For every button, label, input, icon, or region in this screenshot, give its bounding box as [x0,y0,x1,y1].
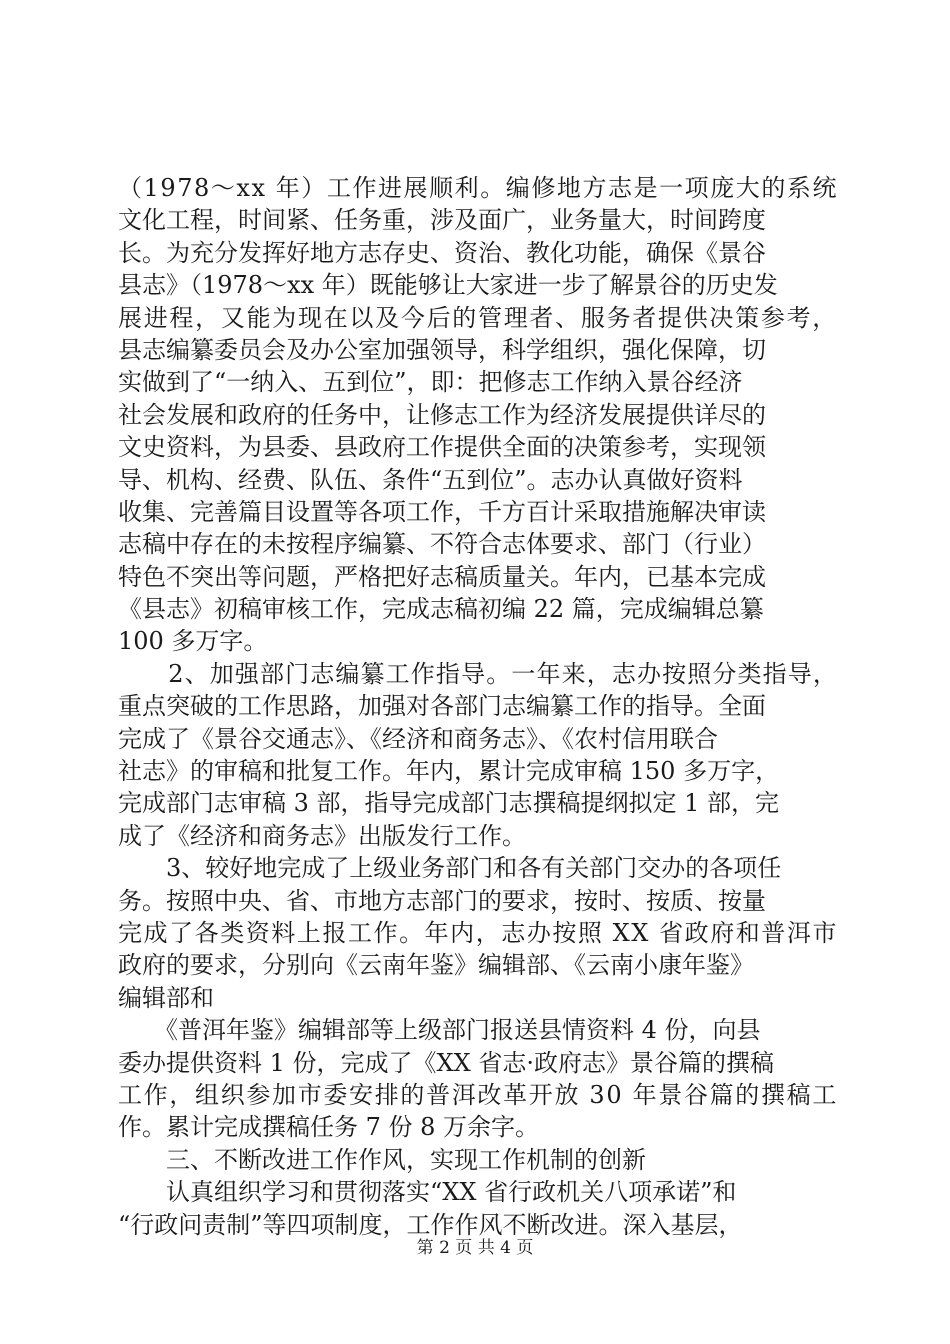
text-line: 社志》的审稿和批复工作。年内，累计完成审稿 150 多万字， [118,757,780,786]
text-line: 务。按照中央、省、市地方志部门的要求，按时、按质、按量 [118,886,766,915]
text-line: 作。累计完成撰稿任务 7 份 8 万余字。 [118,1113,540,1142]
text-line: 实做到了“一纳入、五到位”，即：把修志工作纳入景谷经济 [118,368,743,397]
text-line: 《县志》初稿审核工作，完成志稿初编 22 篇，完成编辑总纂 [118,595,764,624]
text-line: 县志》（1978～xx 年）既能够让大家进一步了解景谷的历史发 [118,271,778,300]
text-line: 2、加强部门志编纂工作指导。一年来，志办按照分类指导， [118,659,838,688]
text-line: 收集、完善篇目设置等各项工作，千方百计采取措施解决审读 [118,497,766,526]
text-line: 文史资料，为县委、县政府工作提供全面的决策参考，实现领 [118,433,766,462]
text-line: 工作，组织参加市委安排的普洱改革开放 30 年景谷篇的撰稿工 [118,1080,838,1109]
text-line: 委办提供资料 1 份，完成了《XX 省志·政府志》景谷篇的撰稿 [118,1048,774,1077]
text-line: 导、机构、经费、队伍、条件“五到位”。志办认真做好资料 [118,465,743,494]
text-line: 《普洱年鉴》编辑部等上级部门报送县情资料 4 份，向县 [118,1016,761,1045]
text-line: 编辑部和 [118,983,214,1012]
text-line: 志稿中存在的未按程序编纂、不符合志体要求、部门（行业） [118,530,766,559]
text-line: 展进程，又能为现在以及今后的管理者、服务者提供决策参考， [118,303,838,332]
text-line: 完成了各类资料上报工作。年内，志办按照 XX 省政府和普洱市 [118,918,838,947]
text-line: 认真组织学习和贯彻落实“XX 省行政机关八项承诺”和 [118,1178,737,1207]
text-line: 重点突破的工作思路，加强对各部门志编纂工作的指导。全面 [118,692,766,721]
text-line: 长。为充分发挥好地方志存史、资治、教化功能，确保《景谷 [118,238,766,267]
page-footer: 第 2 页 共 4 页 [416,1238,534,1258]
text-line: 特色不突出等问题，严格把好志稿质量关。年内，已基本完成 [118,562,766,591]
text-line: 三、不断改进工作作风，实现工作机制的创新 [118,1145,646,1174]
text-line: 县志编纂委员会及办公室加强领导，科学组织，强化保障，切 [118,335,766,364]
text-line: 完成了《景谷交通志》、《经济和商务志》、《农村信用联合 [118,724,718,753]
text-line: （1978～xx 年）工作进展顺利。编修地方志是一项庞大的系统 [118,174,838,202]
text-line: 文化工程，时间紧、任务重，涉及面广，业务量大，时间跨度 [118,206,766,235]
text-line: “行政问责制”等四项制度，工作作风不断改进。深入基层， [118,1210,743,1239]
text-line: 政府的要求，分别向《云南年鉴》编辑部、《云南小康年鉴》 [118,951,754,980]
body-text [118,172,838,1241]
text-line: 完成部门志审稿 3 部，指导完成部门志撰稿提纲拟定 1 部，完 [118,789,780,818]
text-line: 成了《经济和商务志》出版发行工作。 [118,821,526,850]
text-line: 100 多万字。 [118,627,268,656]
text-line: 3、较好地完成了上级业务部门和各有关部门交办的各项任 [118,854,782,883]
text-line: 社会发展和政府的任务中，让修志工作为经济发展提供详尽的 [118,400,766,429]
